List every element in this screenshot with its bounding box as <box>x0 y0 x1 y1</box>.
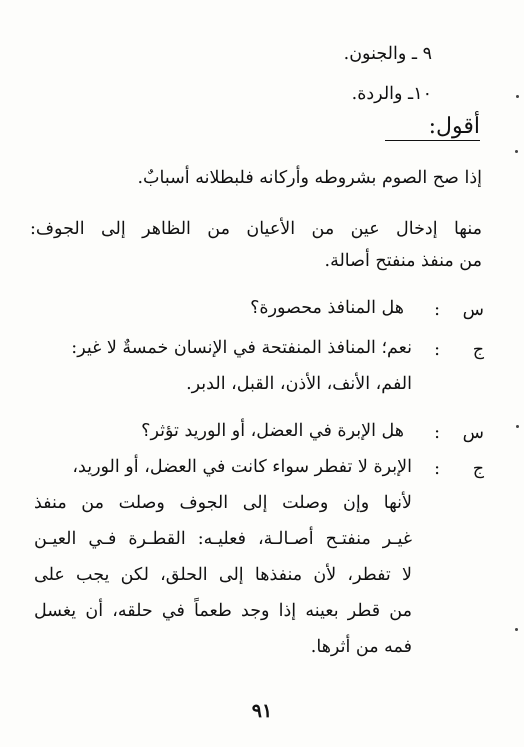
answer-text-line: الإبرة لا تفطر سواء كانت في العضل، أو الوريد، <box>72 457 412 477</box>
heading-underline <box>385 140 480 141</box>
scan-speck <box>515 628 518 631</box>
list-item-text: والجنون. <box>343 44 407 64</box>
list-item-number: ٩ ـ <box>411 44 432 64</box>
question-text: هل المنافذ محصورة؟ <box>250 298 404 318</box>
qa-colon: : <box>434 340 440 360</box>
scan-speck <box>515 150 518 153</box>
answer-text-line: غيـر منفتـح أصـالـة، فعليـه: القطـرة فـي العيـن <box>34 529 412 549</box>
qa-colon: : <box>434 300 440 320</box>
answer-mark-label: ج <box>472 459 484 479</box>
answer-text-line: من قطر بعينه إذا وجد طعماً في حلقه، أن يغسل <box>34 601 412 621</box>
answer-text-line: لا تفطر، لأن منفذها إلى الحلق، لكن يجب على <box>34 565 412 585</box>
list-item-9 <box>30 46 432 64</box>
paragraph-line: من منفذ منفتح أصالة. <box>324 251 482 271</box>
list-item-10 <box>30 86 432 104</box>
qa-colon: : <box>434 423 440 443</box>
page-number: ٩١ <box>251 700 273 722</box>
section-heading: أقول: <box>428 114 480 139</box>
answer-text-line: فمه من أثرها. <box>310 637 412 657</box>
answer-text-line: لأنها وإن وصلت إلى الجوف وصلت من منفذ <box>34 493 412 513</box>
qa-colon: : <box>434 459 440 479</box>
scan-speck <box>516 95 519 98</box>
question-mark-label: س <box>462 300 484 320</box>
list-item-text: والردة. <box>351 84 403 104</box>
paragraph-causes: إذا صح الصوم بشروطه وأركانه فلبطلانه أسبابٌ. <box>137 168 482 188</box>
answer-text-line: الفم، الأنف، الأذن، القبل، الدبر. <box>186 374 412 394</box>
answer-text-line: نعم؛ المنافذ المنفتحة في الإنسان خمسةٌ لا غير: <box>71 338 412 358</box>
scan-speck <box>516 425 519 428</box>
question-mark-label: س <box>462 423 484 443</box>
question-text: هل الإبرة في العضل، أو الوريد تؤثر؟ <box>141 421 404 441</box>
answer-mark-label: ج <box>472 340 484 360</box>
list-item-number: ١٠ـ <box>408 84 432 104</box>
paragraph-line: منها إدخال عين من الأعيان من الظاهر إلى الجوف: <box>30 219 482 239</box>
